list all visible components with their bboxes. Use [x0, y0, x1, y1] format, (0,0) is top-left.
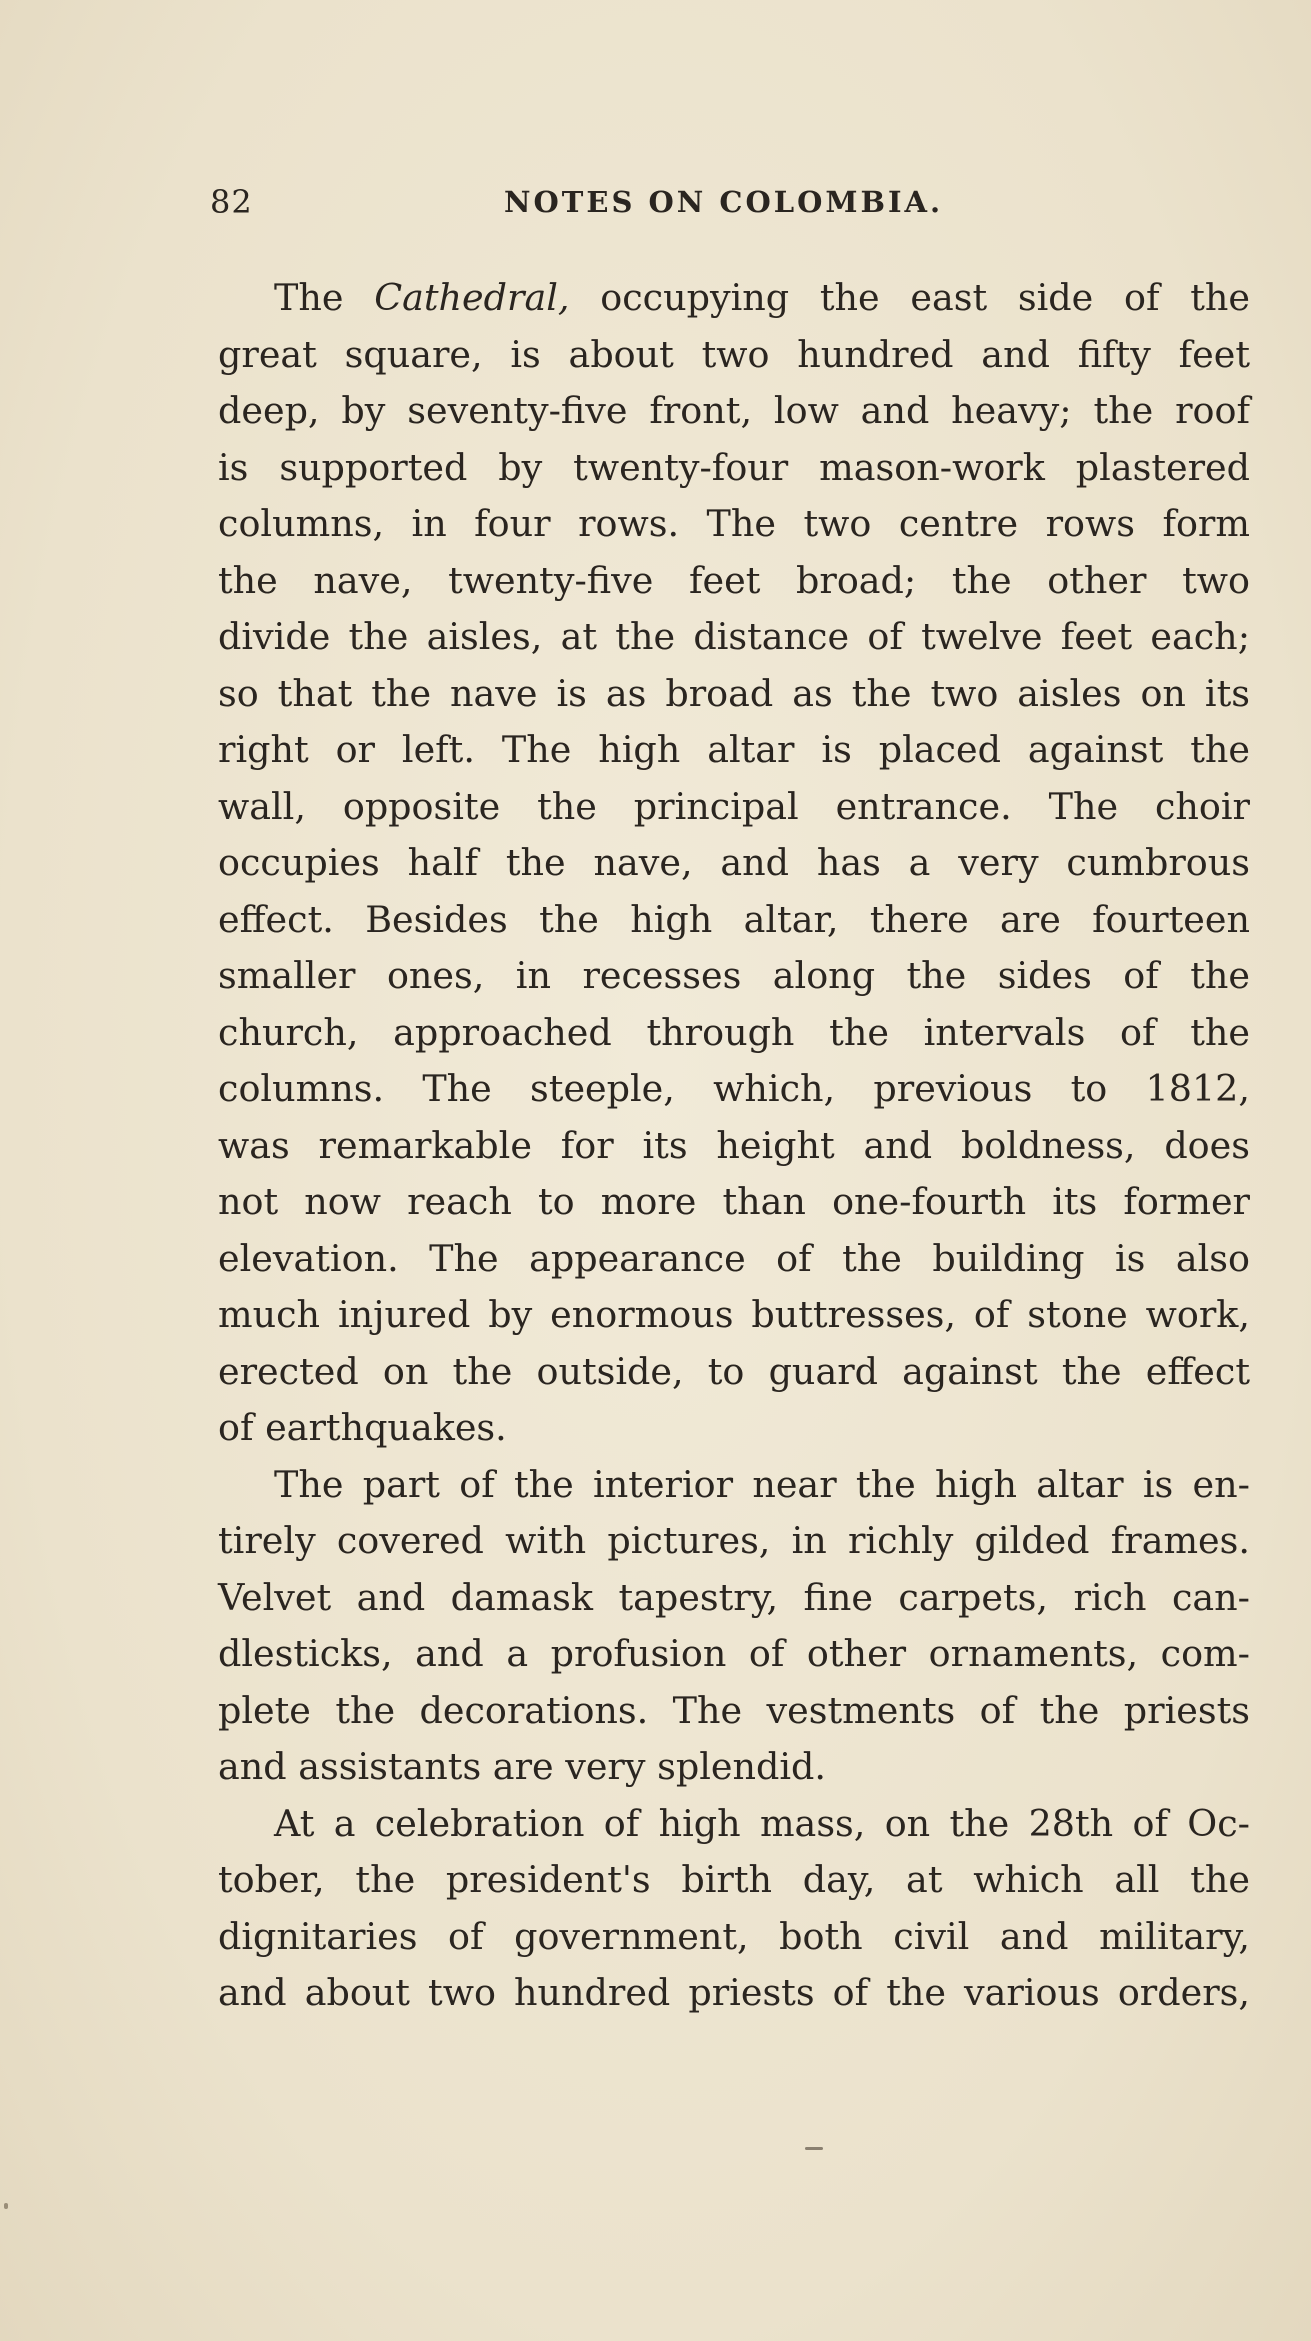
ink-mark — [805, 2147, 823, 2150]
text-line: deep, by seventy-five front, low and heavy; the roof — [218, 389, 1250, 432]
text-line: right or left. The high altar is placed against the — [218, 728, 1250, 771]
text-line: so that the nave is as broad as the two aisles on its — [218, 671, 1250, 715]
text-line: At a celebration of high mass, on the 28th of Oc- — [274, 1801, 1250, 1845]
text-line: not now reach to more than one-fourth its former — [218, 1180, 1250, 1223]
running-head — [210, 183, 970, 233]
text-line: divide the aisles, at the distance of twelve feet each; — [218, 615, 1250, 658]
running-title: NOTES ON COLOMBIA. — [504, 185, 944, 219]
italic-term: Cathedral, — [374, 276, 570, 319]
text-line: tirely covered with pictures, in richly gilded frames. — [218, 1519, 1250, 1562]
text-line: and assistants are very splendid. — [218, 1745, 826, 1788]
text-line: elevation. The appearance of the building is also — [218, 1236, 1250, 1280]
text-line: tober, the president's birth day, at which all the — [218, 1858, 1250, 1901]
text-line: dlesticks, and a profusion of other ornaments, com- — [218, 1632, 1250, 1675]
text-line: church, approached through the intervals of the — [218, 1010, 1250, 1054]
text-line: occupies half the nave, and has a very cumbrous — [218, 841, 1250, 884]
text-line: The Cathedral, occupying the east side of the — [274, 276, 1250, 319]
text-line: was remarkable for its height and boldness, does — [218, 1123, 1250, 1167]
text-line: dignitaries of government, both civil and military, — [218, 1914, 1250, 1958]
text-line: wall, opposite the principal entrance. The choir — [218, 784, 1250, 828]
text-line: columns. The steeple, which, previous to 1812, — [218, 1067, 1250, 1110]
text-line: much injured by enormous buttresses, of stone work, — [218, 1293, 1250, 1336]
text-line: The part of the interior near the high altar is en- — [274, 1462, 1250, 1506]
page-number: 82 — [210, 183, 253, 221]
text-line: of earthquakes. — [218, 1406, 507, 1449]
text-line: and about two hundred priests of the various orders, — [218, 1971, 1250, 2014]
text-line: erected on the outside, to guard against the effect — [218, 1349, 1250, 1393]
text-line: smaller ones, in recesses along the sides of the — [218, 954, 1250, 997]
text-line: Velvet and damask tapestry, fine carpets, rich can- — [218, 1575, 1250, 1619]
text-line: is supported by twenty-four mason-work plastered — [218, 445, 1250, 489]
body-text — [218, 270, 1250, 2022]
text-line: great square, is about two hundred and fifty feet — [218, 332, 1250, 376]
text-line: columns, in four rows. The two centre rows form — [218, 502, 1250, 545]
text-line: the nave, twenty-five feet broad; the other two — [218, 558, 1250, 602]
ink-speck — [4, 2203, 8, 2209]
text-line: effect. Besides the high altar, there are fourteen — [218, 897, 1250, 941]
text-line: plete the decorations. The vestments of the priests — [218, 1688, 1250, 1732]
